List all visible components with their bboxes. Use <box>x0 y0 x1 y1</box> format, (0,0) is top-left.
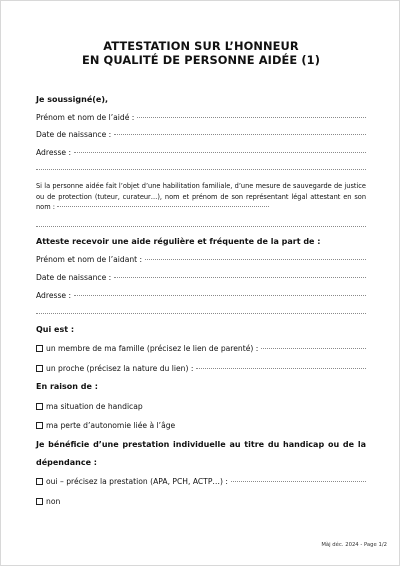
benefit-no-label: non <box>46 497 61 506</box>
close-checkbox[interactable] <box>36 365 43 372</box>
relation-close-option[interactable] <box>36 363 366 375</box>
benefit-no-checkbox[interactable] <box>36 498 43 505</box>
aide-birthdate-input-line[interactable] <box>114 133 366 135</box>
aidant-birthdate-field[interactable] <box>36 272 366 284</box>
benefit-yes-option[interactable] <box>36 476 366 488</box>
family-option-label: un membre de ma famille (précisez le lien de parenté) : <box>46 344 259 353</box>
document-title: ATTESTATION SUR L’HONNEUR <box>103 39 299 53</box>
legal-representative-input-line[interactable] <box>57 205 269 207</box>
aide-name-input-line[interactable] <box>137 116 366 118</box>
legal-representative-paragraph <box>36 181 366 213</box>
close-option-label: un proche (précisez la nature du lien) : <box>46 364 194 373</box>
relation-family-option[interactable] <box>36 343 366 355</box>
aidant-name-field[interactable] <box>36 254 366 266</box>
page-footer: Màj déc. 2024 - Page 1/2 <box>321 542 387 548</box>
aide-address-input-line[interactable] <box>74 151 366 153</box>
aide-birthdate-label: Date de naissance : <box>36 130 112 139</box>
relation-heading: Qui est : <box>36 325 75 334</box>
aidant-address-input-line[interactable] <box>74 294 366 296</box>
aidant-birthdate-label: Date de naissance : <box>36 273 112 282</box>
family-checkbox[interactable] <box>36 345 43 352</box>
aidant-name-label: Prénom et nom de l’aidant : <box>36 255 143 264</box>
aidant-address-label: Adresse : <box>36 291 72 300</box>
aide-birthdate-field[interactable] <box>36 129 366 141</box>
benefit-no-option[interactable] <box>36 496 366 508</box>
close-link-input-line[interactable] <box>196 367 366 369</box>
aide-address-label: Adresse : <box>36 148 72 157</box>
benefit-heading-line2: dépendance : <box>36 458 97 467</box>
benefit-yes-label: oui – précisez la prestation (APA, PCH, ACTP…) : <box>46 477 228 486</box>
aide-address-extra-line[interactable] <box>36 168 366 170</box>
aide-address-field[interactable] <box>36 147 366 159</box>
autonomy-option-label: ma perte d’autonomie liée à l’âge <box>46 421 176 430</box>
benefit-heading-line1: Je bénéficie d’une prestation individuelle au titre du handicap ou de la <box>36 440 366 449</box>
declarant-heading: Je soussigné(e), <box>36 95 109 104</box>
aidant-address-field[interactable] <box>36 290 366 302</box>
aidant-birthdate-input-line[interactable] <box>114 276 366 278</box>
helper-heading: Atteste recevoir une aide régulière et fréquente de la part de : <box>36 237 321 246</box>
handicap-checkbox[interactable] <box>36 403 43 410</box>
aidant-address-extra-line[interactable] <box>36 312 366 314</box>
legal-representative-extra-line[interactable] <box>36 225 366 227</box>
aide-name-field[interactable] <box>36 112 366 124</box>
benefit-type-input-line[interactable] <box>231 480 366 482</box>
benefit-yes-checkbox[interactable] <box>36 478 43 485</box>
reason-heading: En raison de : <box>36 382 98 391</box>
autonomy-checkbox[interactable] <box>36 422 43 429</box>
document-subtitle: EN QUALITÉ DE PERSONNE AIDÉE (1) <box>81 53 321 67</box>
aidant-name-input-line[interactable] <box>145 258 366 260</box>
handicap-option-label: ma situation de handicap <box>46 402 143 411</box>
reason-autonomy-option[interactable] <box>36 420 366 432</box>
family-link-input-line[interactable] <box>261 347 366 349</box>
aide-name-label: Prénom et nom de l’aidé : <box>36 113 135 122</box>
legal-representative-text: Si la personne aidée fait l’objet d’une habilitation familiale, d’une mesure de sauvegarde de justice ou de protection (tuteur, curateur…), nom et prénom de son représentant légal attestant en son nom : <box>36 182 366 212</box>
reason-handicap-option[interactable] <box>36 401 366 413</box>
